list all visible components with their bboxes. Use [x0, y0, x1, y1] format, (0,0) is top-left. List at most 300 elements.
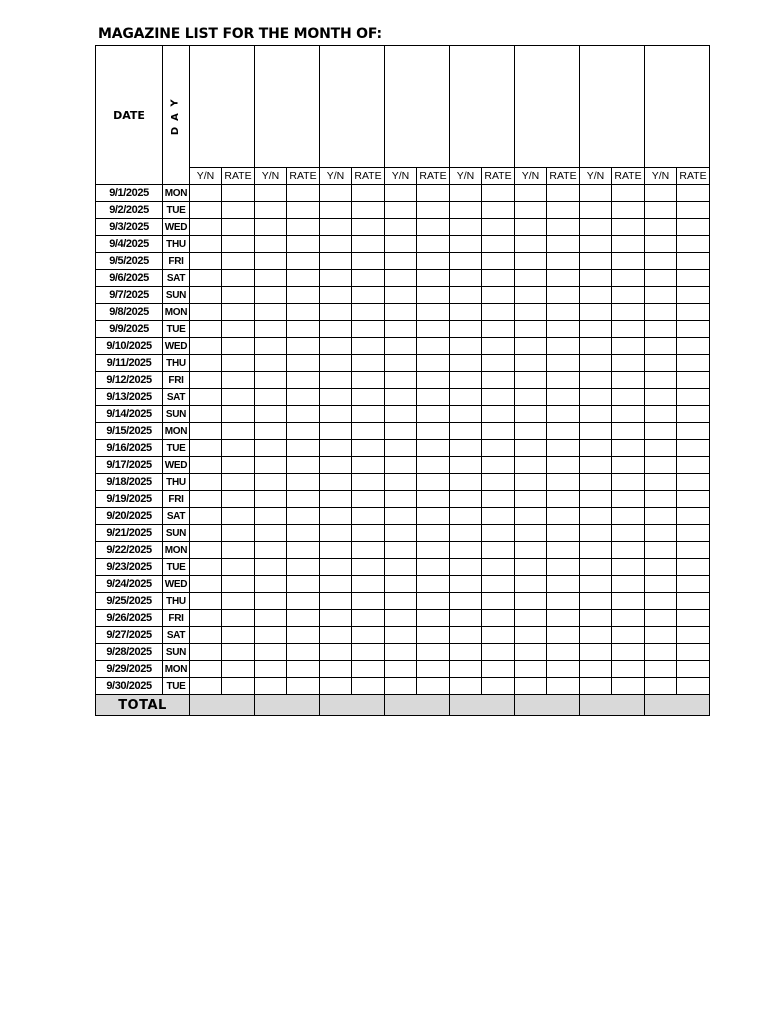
yn-entry-cell[interactable] [450, 559, 482, 576]
rate-entry-cell[interactable] [417, 253, 450, 270]
rate-entry-cell[interactable] [287, 627, 320, 644]
yn-entry-cell[interactable] [645, 474, 677, 491]
rate-entry-cell[interactable] [417, 236, 450, 253]
rate-entry-cell[interactable] [482, 678, 515, 695]
yn-entry-cell[interactable] [255, 576, 287, 593]
rate-entry-cell[interactable] [287, 457, 320, 474]
rate-entry-cell[interactable] [352, 338, 385, 355]
yn-entry-cell[interactable] [645, 610, 677, 627]
rate-entry-cell[interactable] [222, 661, 255, 678]
rate-entry-cell[interactable] [287, 372, 320, 389]
yn-entry-cell[interactable] [645, 440, 677, 457]
yn-entry-cell[interactable] [645, 372, 677, 389]
yn-entry-cell[interactable] [190, 270, 222, 287]
rate-entry-cell[interactable] [677, 678, 710, 695]
yn-entry-cell[interactable] [580, 508, 612, 525]
rate-entry-cell[interactable] [482, 440, 515, 457]
rate-entry-cell[interactable] [547, 576, 580, 593]
yn-entry-cell[interactable] [645, 355, 677, 372]
rate-entry-cell[interactable] [352, 287, 385, 304]
total-cell[interactable] [385, 695, 450, 716]
rate-entry-cell[interactable] [287, 423, 320, 440]
rate-entry-cell[interactable] [677, 593, 710, 610]
yn-entry-cell[interactable] [320, 559, 352, 576]
rate-entry-cell[interactable] [547, 253, 580, 270]
yn-entry-cell[interactable] [255, 185, 287, 202]
yn-entry-cell[interactable] [190, 440, 222, 457]
yn-entry-cell[interactable] [190, 491, 222, 508]
rate-entry-cell[interactable] [352, 644, 385, 661]
yn-entry-cell[interactable] [385, 287, 417, 304]
rate-entry-cell[interactable] [287, 661, 320, 678]
yn-entry-cell[interactable] [190, 644, 222, 661]
yn-entry-cell[interactable] [255, 389, 287, 406]
rate-entry-cell[interactable] [352, 270, 385, 287]
yn-entry-cell[interactable] [255, 627, 287, 644]
yn-entry-cell[interactable] [385, 423, 417, 440]
rate-entry-cell[interactable] [352, 678, 385, 695]
rate-entry-cell[interactable] [222, 559, 255, 576]
rate-entry-cell[interactable] [287, 304, 320, 321]
rate-entry-cell[interactable] [222, 644, 255, 661]
rate-entry-cell[interactable] [287, 508, 320, 525]
yn-entry-cell[interactable] [320, 406, 352, 423]
rate-entry-cell[interactable] [352, 508, 385, 525]
rate-entry-cell[interactable] [482, 542, 515, 559]
rate-entry-cell[interactable] [417, 389, 450, 406]
yn-entry-cell[interactable] [580, 202, 612, 219]
yn-entry-cell[interactable] [515, 389, 547, 406]
yn-entry-cell[interactable] [385, 559, 417, 576]
yn-entry-cell[interactable] [385, 678, 417, 695]
yn-entry-cell[interactable] [515, 542, 547, 559]
rate-entry-cell[interactable] [482, 406, 515, 423]
rate-entry-cell[interactable] [677, 321, 710, 338]
rate-entry-cell[interactable] [482, 593, 515, 610]
rate-entry-cell[interactable] [222, 610, 255, 627]
rate-entry-cell[interactable] [677, 525, 710, 542]
yn-entry-cell[interactable] [645, 202, 677, 219]
rate-entry-cell[interactable] [547, 644, 580, 661]
yn-entry-cell[interactable] [385, 270, 417, 287]
yn-entry-cell[interactable] [450, 576, 482, 593]
yn-entry-cell[interactable] [450, 508, 482, 525]
rate-entry-cell[interactable] [287, 474, 320, 491]
rate-entry-cell[interactable] [547, 372, 580, 389]
yn-entry-cell[interactable] [255, 321, 287, 338]
rate-entry-cell[interactable] [612, 661, 645, 678]
yn-entry-cell[interactable] [255, 270, 287, 287]
yn-entry-cell[interactable] [645, 678, 677, 695]
yn-entry-cell[interactable] [385, 508, 417, 525]
rate-entry-cell[interactable] [417, 321, 450, 338]
yn-entry-cell[interactable] [320, 321, 352, 338]
rate-entry-cell[interactable] [547, 236, 580, 253]
rate-entry-cell[interactable] [222, 338, 255, 355]
yn-entry-cell[interactable] [320, 253, 352, 270]
rate-entry-cell[interactable] [482, 525, 515, 542]
rate-entry-cell[interactable] [352, 576, 385, 593]
yn-entry-cell[interactable] [385, 474, 417, 491]
yn-entry-cell[interactable] [515, 440, 547, 457]
yn-entry-cell[interactable] [320, 287, 352, 304]
yn-entry-cell[interactable] [190, 321, 222, 338]
yn-entry-cell[interactable] [450, 253, 482, 270]
rate-entry-cell[interactable] [352, 372, 385, 389]
rate-entry-cell[interactable] [677, 236, 710, 253]
rate-entry-cell[interactable] [222, 355, 255, 372]
rate-entry-cell[interactable] [352, 389, 385, 406]
rate-entry-cell[interactable] [417, 559, 450, 576]
yn-entry-cell[interactable] [645, 593, 677, 610]
yn-entry-cell[interactable] [515, 202, 547, 219]
rate-entry-cell[interactable] [612, 440, 645, 457]
rate-entry-cell[interactable] [352, 321, 385, 338]
rate-entry-cell[interactable] [417, 423, 450, 440]
yn-entry-cell[interactable] [580, 542, 612, 559]
yn-entry-cell[interactable] [320, 610, 352, 627]
yn-entry-cell[interactable] [320, 338, 352, 355]
rate-entry-cell[interactable] [287, 219, 320, 236]
yn-entry-cell[interactable] [450, 372, 482, 389]
yn-entry-cell[interactable] [190, 525, 222, 542]
rate-entry-cell[interactable] [222, 678, 255, 695]
yn-entry-cell[interactable] [645, 253, 677, 270]
yn-entry-cell[interactable] [320, 304, 352, 321]
yn-entry-cell[interactable] [190, 389, 222, 406]
yn-entry-cell[interactable] [645, 423, 677, 440]
yn-entry-cell[interactable] [255, 474, 287, 491]
yn-entry-cell[interactable] [190, 576, 222, 593]
rate-entry-cell[interactable] [287, 321, 320, 338]
yn-entry-cell[interactable] [385, 610, 417, 627]
yn-entry-cell[interactable] [385, 372, 417, 389]
rate-entry-cell[interactable] [482, 202, 515, 219]
yn-entry-cell[interactable] [580, 474, 612, 491]
rate-entry-cell[interactable] [222, 219, 255, 236]
rate-entry-cell[interactable] [677, 355, 710, 372]
rate-entry-cell[interactable] [677, 576, 710, 593]
yn-entry-cell[interactable] [385, 338, 417, 355]
rate-entry-cell[interactable] [547, 389, 580, 406]
total-cell[interactable] [580, 695, 645, 716]
yn-entry-cell[interactable] [515, 372, 547, 389]
rate-entry-cell[interactable] [547, 491, 580, 508]
yn-entry-cell[interactable] [255, 355, 287, 372]
rate-entry-cell[interactable] [677, 457, 710, 474]
yn-entry-cell[interactable] [645, 219, 677, 236]
rate-entry-cell[interactable] [352, 185, 385, 202]
yn-entry-cell[interactable] [190, 559, 222, 576]
yn-entry-cell[interactable] [385, 202, 417, 219]
yn-entry-cell[interactable] [320, 661, 352, 678]
yn-entry-cell[interactable] [320, 440, 352, 457]
rate-entry-cell[interactable] [417, 627, 450, 644]
rate-entry-cell[interactable] [482, 610, 515, 627]
yn-entry-cell[interactable] [190, 661, 222, 678]
rate-entry-cell[interactable] [547, 406, 580, 423]
rate-entry-cell[interactable] [547, 440, 580, 457]
rate-entry-cell[interactable] [222, 474, 255, 491]
yn-entry-cell[interactable] [320, 678, 352, 695]
yn-entry-cell[interactable] [580, 440, 612, 457]
rate-entry-cell[interactable] [612, 525, 645, 542]
yn-entry-cell[interactable] [320, 457, 352, 474]
yn-entry-cell[interactable] [385, 457, 417, 474]
yn-entry-cell[interactable] [320, 627, 352, 644]
yn-entry-cell[interactable] [450, 202, 482, 219]
yn-entry-cell[interactable] [580, 491, 612, 508]
yn-entry-cell[interactable] [515, 304, 547, 321]
rate-entry-cell[interactable] [612, 236, 645, 253]
rate-entry-cell[interactable] [547, 457, 580, 474]
rate-entry-cell[interactable] [287, 491, 320, 508]
yn-entry-cell[interactable] [255, 202, 287, 219]
yn-entry-cell[interactable] [580, 644, 612, 661]
rate-entry-cell[interactable] [417, 355, 450, 372]
yn-entry-cell[interactable] [255, 610, 287, 627]
yn-entry-cell[interactable] [645, 644, 677, 661]
rate-entry-cell[interactable] [222, 593, 255, 610]
rate-entry-cell[interactable] [482, 287, 515, 304]
total-cell[interactable] [190, 695, 255, 716]
rate-entry-cell[interactable] [547, 593, 580, 610]
rate-entry-cell[interactable] [482, 559, 515, 576]
yn-entry-cell[interactable] [515, 406, 547, 423]
rate-entry-cell[interactable] [287, 559, 320, 576]
yn-entry-cell[interactable] [645, 491, 677, 508]
yn-entry-cell[interactable] [580, 270, 612, 287]
magazine-name-cell[interactable] [645, 46, 710, 168]
yn-entry-cell[interactable] [515, 321, 547, 338]
rate-entry-cell[interactable] [547, 678, 580, 695]
rate-entry-cell[interactable] [612, 508, 645, 525]
rate-entry-cell[interactable] [287, 253, 320, 270]
rate-entry-cell[interactable] [417, 644, 450, 661]
yn-entry-cell[interactable] [190, 593, 222, 610]
rate-entry-cell[interactable] [482, 644, 515, 661]
yn-entry-cell[interactable] [645, 576, 677, 593]
yn-entry-cell[interactable] [255, 508, 287, 525]
rate-entry-cell[interactable] [352, 406, 385, 423]
yn-entry-cell[interactable] [320, 474, 352, 491]
rate-entry-cell[interactable] [352, 525, 385, 542]
rate-entry-cell[interactable] [287, 542, 320, 559]
yn-entry-cell[interactable] [320, 576, 352, 593]
yn-entry-cell[interactable] [515, 508, 547, 525]
rate-entry-cell[interactable] [612, 304, 645, 321]
rate-entry-cell[interactable] [677, 253, 710, 270]
rate-entry-cell[interactable] [482, 236, 515, 253]
rate-entry-cell[interactable] [677, 491, 710, 508]
yn-entry-cell[interactable] [645, 627, 677, 644]
rate-entry-cell[interactable] [677, 423, 710, 440]
yn-entry-cell[interactable] [645, 508, 677, 525]
yn-entry-cell[interactable] [515, 355, 547, 372]
rate-entry-cell[interactable] [547, 321, 580, 338]
yn-entry-cell[interactable] [580, 627, 612, 644]
rate-entry-cell[interactable] [287, 678, 320, 695]
rate-entry-cell[interactable] [482, 474, 515, 491]
yn-entry-cell[interactable] [255, 491, 287, 508]
yn-entry-cell[interactable] [450, 406, 482, 423]
yn-entry-cell[interactable] [255, 457, 287, 474]
yn-entry-cell[interactable] [450, 304, 482, 321]
yn-entry-cell[interactable] [450, 423, 482, 440]
yn-entry-cell[interactable] [450, 661, 482, 678]
yn-entry-cell[interactable] [450, 525, 482, 542]
rate-entry-cell[interactable] [417, 508, 450, 525]
rate-entry-cell[interactable] [612, 185, 645, 202]
yn-entry-cell[interactable] [190, 406, 222, 423]
rate-entry-cell[interactable] [677, 627, 710, 644]
rate-entry-cell[interactable] [547, 185, 580, 202]
rate-entry-cell[interactable] [352, 355, 385, 372]
magazine-name-cell[interactable] [385, 46, 450, 168]
rate-entry-cell[interactable] [352, 474, 385, 491]
yn-entry-cell[interactable] [320, 593, 352, 610]
rate-entry-cell[interactable] [677, 287, 710, 304]
rate-entry-cell[interactable] [612, 287, 645, 304]
yn-entry-cell[interactable] [515, 270, 547, 287]
yn-entry-cell[interactable] [580, 338, 612, 355]
rate-entry-cell[interactable] [222, 372, 255, 389]
rate-entry-cell[interactable] [677, 185, 710, 202]
yn-entry-cell[interactable] [515, 627, 547, 644]
yn-entry-cell[interactable] [385, 321, 417, 338]
total-cell[interactable] [320, 695, 385, 716]
rate-entry-cell[interactable] [417, 372, 450, 389]
rate-entry-cell[interactable] [222, 202, 255, 219]
yn-entry-cell[interactable] [515, 661, 547, 678]
total-cell[interactable] [515, 695, 580, 716]
yn-entry-cell[interactable] [190, 219, 222, 236]
yn-entry-cell[interactable] [580, 287, 612, 304]
rate-entry-cell[interactable] [287, 270, 320, 287]
yn-entry-cell[interactable] [320, 270, 352, 287]
rate-entry-cell[interactable] [547, 287, 580, 304]
rate-entry-cell[interactable] [287, 576, 320, 593]
rate-entry-cell[interactable] [677, 542, 710, 559]
yn-entry-cell[interactable] [385, 185, 417, 202]
rate-entry-cell[interactable] [482, 355, 515, 372]
yn-entry-cell[interactable] [385, 389, 417, 406]
yn-entry-cell[interactable] [320, 389, 352, 406]
yn-entry-cell[interactable] [385, 406, 417, 423]
yn-entry-cell[interactable] [255, 372, 287, 389]
rate-entry-cell[interactable] [222, 253, 255, 270]
yn-entry-cell[interactable] [320, 372, 352, 389]
yn-entry-cell[interactable] [190, 627, 222, 644]
yn-entry-cell[interactable] [450, 355, 482, 372]
yn-entry-cell[interactable] [645, 406, 677, 423]
yn-entry-cell[interactable] [450, 389, 482, 406]
rate-entry-cell[interactable] [417, 474, 450, 491]
yn-entry-cell[interactable] [385, 253, 417, 270]
yn-entry-cell[interactable] [385, 661, 417, 678]
rate-entry-cell[interactable] [222, 236, 255, 253]
rate-entry-cell[interactable] [547, 525, 580, 542]
rate-entry-cell[interactable] [417, 406, 450, 423]
yn-entry-cell[interactable] [190, 542, 222, 559]
rate-entry-cell[interactable] [612, 389, 645, 406]
rate-entry-cell[interactable] [417, 678, 450, 695]
yn-entry-cell[interactable] [515, 253, 547, 270]
yn-entry-cell[interactable] [385, 355, 417, 372]
yn-entry-cell[interactable] [450, 219, 482, 236]
yn-entry-cell[interactable] [515, 593, 547, 610]
yn-entry-cell[interactable] [450, 474, 482, 491]
rate-entry-cell[interactable] [222, 185, 255, 202]
rate-entry-cell[interactable] [287, 610, 320, 627]
yn-entry-cell[interactable] [515, 576, 547, 593]
rate-entry-cell[interactable] [222, 287, 255, 304]
rate-entry-cell[interactable] [287, 593, 320, 610]
rate-entry-cell[interactable] [612, 627, 645, 644]
yn-entry-cell[interactable] [645, 338, 677, 355]
magazine-name-cell[interactable] [320, 46, 385, 168]
magazine-name-cell[interactable] [515, 46, 580, 168]
rate-entry-cell[interactable] [677, 304, 710, 321]
rate-entry-cell[interactable] [352, 202, 385, 219]
rate-entry-cell[interactable] [612, 355, 645, 372]
rate-entry-cell[interactable] [222, 423, 255, 440]
rate-entry-cell[interactable] [612, 270, 645, 287]
rate-entry-cell[interactable] [352, 304, 385, 321]
rate-entry-cell[interactable] [547, 610, 580, 627]
yn-entry-cell[interactable] [580, 457, 612, 474]
yn-entry-cell[interactable] [580, 236, 612, 253]
yn-entry-cell[interactable] [320, 219, 352, 236]
rate-entry-cell[interactable] [612, 457, 645, 474]
rate-entry-cell[interactable] [417, 525, 450, 542]
yn-entry-cell[interactable] [190, 423, 222, 440]
yn-entry-cell[interactable] [320, 542, 352, 559]
yn-entry-cell[interactable] [190, 457, 222, 474]
rate-entry-cell[interactable] [612, 202, 645, 219]
rate-entry-cell[interactable] [352, 457, 385, 474]
yn-entry-cell[interactable] [580, 678, 612, 695]
yn-entry-cell[interactable] [515, 644, 547, 661]
rate-entry-cell[interactable] [287, 644, 320, 661]
yn-entry-cell[interactable] [385, 576, 417, 593]
yn-entry-cell[interactable] [515, 678, 547, 695]
yn-entry-cell[interactable] [450, 321, 482, 338]
rate-entry-cell[interactable] [352, 661, 385, 678]
yn-entry-cell[interactable] [255, 440, 287, 457]
rate-entry-cell[interactable] [417, 457, 450, 474]
yn-entry-cell[interactable] [515, 525, 547, 542]
rate-entry-cell[interactable] [417, 270, 450, 287]
yn-entry-cell[interactable] [450, 185, 482, 202]
yn-entry-cell[interactable] [320, 491, 352, 508]
rate-entry-cell[interactable] [482, 185, 515, 202]
rate-entry-cell[interactable] [612, 542, 645, 559]
yn-entry-cell[interactable] [320, 185, 352, 202]
yn-entry-cell[interactable] [645, 236, 677, 253]
yn-entry-cell[interactable] [255, 236, 287, 253]
rate-entry-cell[interactable] [547, 219, 580, 236]
rate-entry-cell[interactable] [417, 185, 450, 202]
yn-entry-cell[interactable] [580, 559, 612, 576]
yn-entry-cell[interactable] [580, 661, 612, 678]
rate-entry-cell[interactable] [482, 338, 515, 355]
rate-entry-cell[interactable] [482, 270, 515, 287]
rate-entry-cell[interactable] [547, 508, 580, 525]
yn-entry-cell[interactable] [515, 185, 547, 202]
yn-entry-cell[interactable] [645, 457, 677, 474]
rate-entry-cell[interactable] [222, 321, 255, 338]
